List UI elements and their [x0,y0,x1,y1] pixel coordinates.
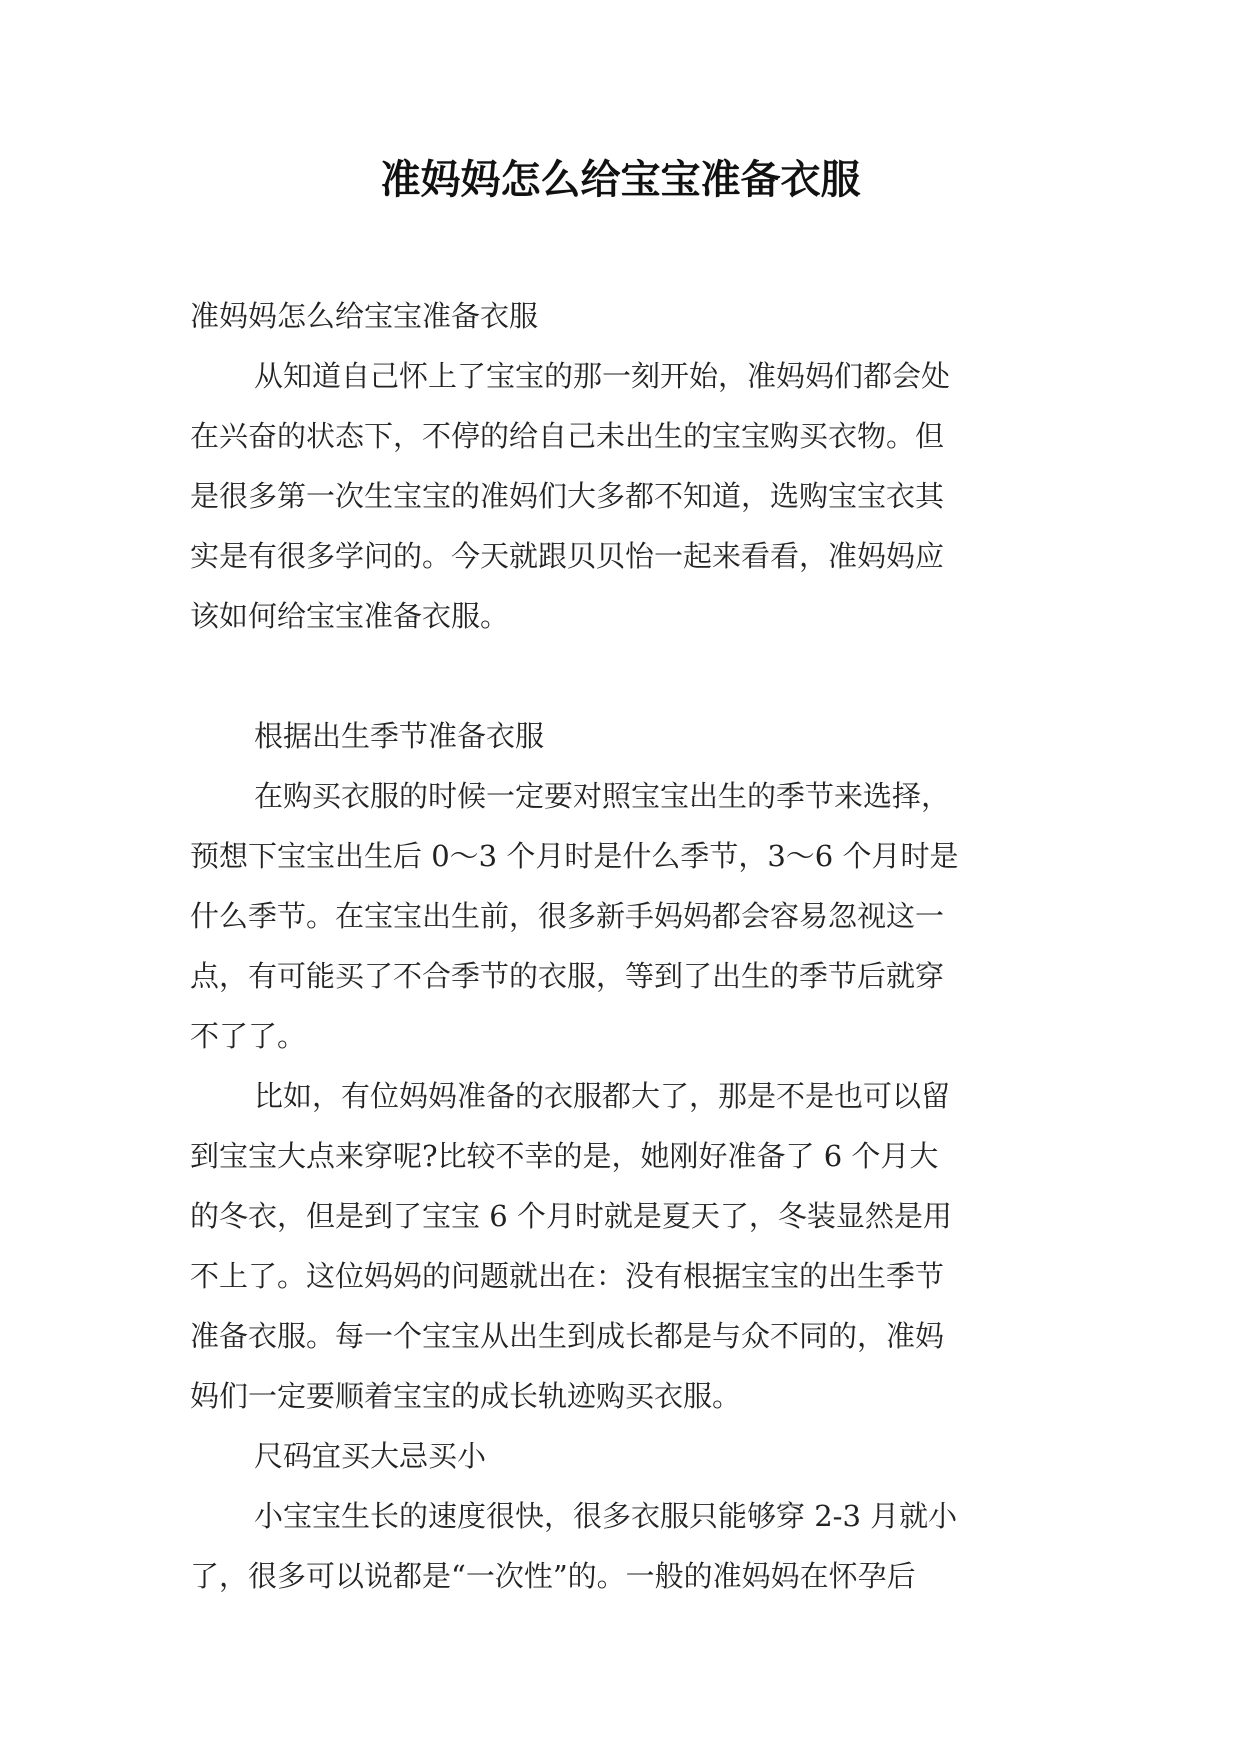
text-line: 不了了。 [190,1019,307,1053]
text-line: 不上了。这位妈妈的问题就出在：没有根据宝宝的出生季节 [190,1259,945,1293]
text-line: 了，很多可以说都是“一次性”的。一般的准妈妈在怀孕后 [190,1559,916,1593]
text-line: 点，有可能买了不合季节的衣服，等到了出生的季节后就穿 [190,959,945,993]
text-line: 根据出生季节准备衣服 [254,719,545,753]
text-line: 什么季节。在宝宝出生前，很多新手妈妈都会容易忽视这一 [190,899,945,933]
blank-line [190,646,1070,706]
document-title: 准妈妈怎么给宝宝准备衣服 [380,157,861,203]
text-line: 比如，有位妈妈准备的衣服都大了，那是不是也可以留 [254,1079,951,1113]
document-body [190,286,1070,1606]
text-line: 妈们一定要顺着宝宝的成长轨迹购买衣服。 [190,1379,742,1413]
text-line: 预想下宝宝出生后 0～3 个月时是什么季节，3～6 个月时是 [190,839,959,873]
text-line: 尺码宜买大忌买小 [254,1439,487,1473]
text-line: 实是有很多学问的。今天就跟贝贝怡一起来看看，准妈妈应 [190,539,945,573]
text-line: 在兴奋的状态下，不停的给自己未出生的宝宝购买衣物。但 [190,419,945,453]
text-line: 准备衣服。每一个宝宝从出生到成长都是与众不同的，准妈 [190,1319,945,1353]
text-line: 在购买衣服的时候一定要对照宝宝出生的季节来选择， [254,779,951,813]
text-line: 是很多第一次生宝宝的准妈们大多都不知道，选购宝宝衣其 [190,479,945,513]
text-line: 该如何给宝宝准备衣服。 [190,599,510,633]
text-line: 从知道自己怀上了宝宝的那一刻开始，准妈妈们都会处 [254,359,951,393]
text-line: 到宝宝大点来穿呢?比较不幸的是，她刚好准备了 6 个月大 [190,1139,939,1173]
text-line: 的冬衣，但是到了宝宝 6 个月时就是夏天了，冬装显然是用 [190,1199,952,1233]
text-line: 准妈妈怎么给宝宝准备衣服 [190,299,539,333]
text-line: 小宝宝生长的速度很快，很多衣服只能够穿 2-3 月就小 [254,1499,958,1533]
